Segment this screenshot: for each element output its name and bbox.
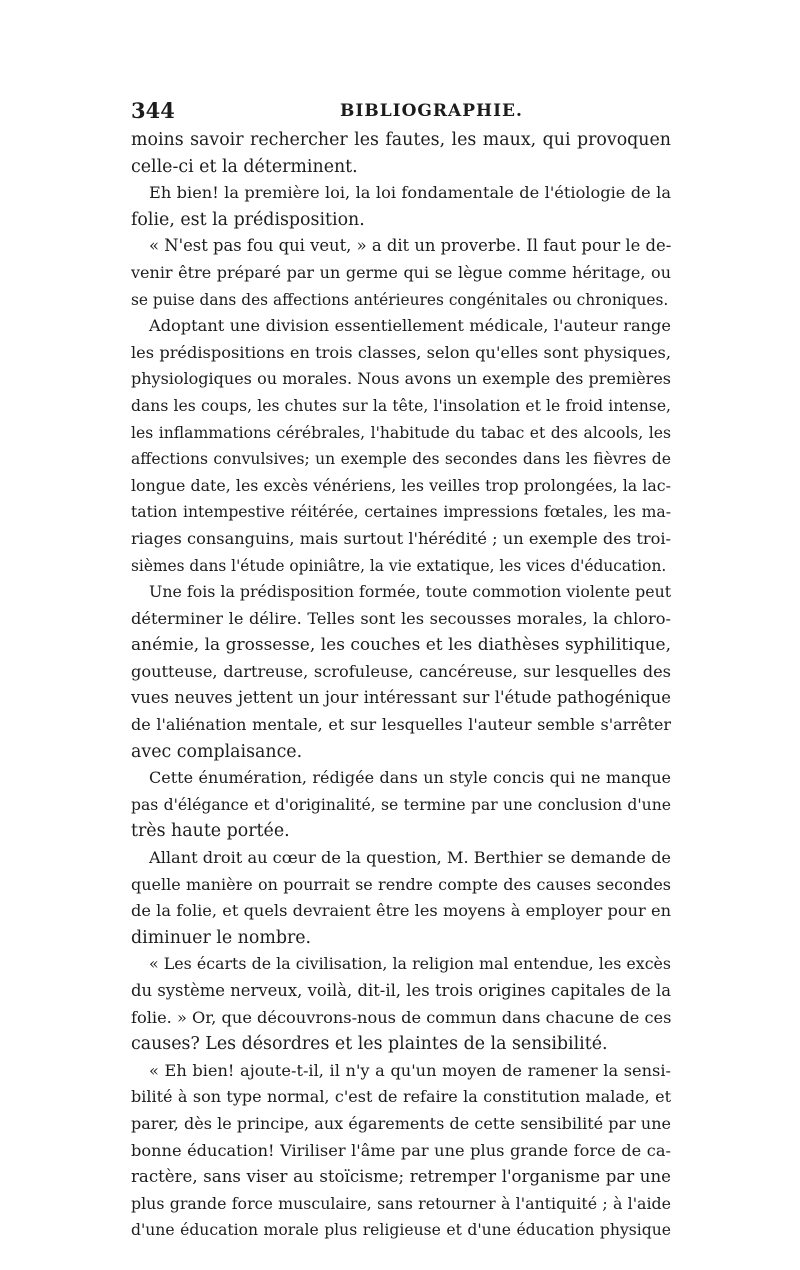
text-line: très haute portée. xyxy=(131,821,290,842)
text-line: avec complaisance. xyxy=(131,741,303,762)
page-number: 344 xyxy=(131,98,175,123)
text-line: Une fois la prédisposition formée, toute commotion violente peut xyxy=(149,582,672,602)
text-line: de l'aliénation mentale, et sur lesquelles l'auteur semble s'arrêter xyxy=(131,715,671,735)
text-line: Eh bien! la première loi, la loi fondamentale de l'étiologie de la xyxy=(149,183,671,203)
text-line: moins savoir rechercher les fautes, les maux, qui provoquen xyxy=(131,130,671,150)
text-line: dans les coups, les chutes sur la tête, l'insolation et le froid intense, xyxy=(131,396,671,415)
text-line: les inflammations cérébrales, l'habitude du tabac et des alcools, les xyxy=(131,423,671,442)
text-line: diminuer le nombre. xyxy=(131,927,312,948)
text-line: Cette énumération, rédigée dans un style concis qui ne manque xyxy=(149,768,671,788)
text-line: tation intempestive réitérée, certaines impressions fœtales, les ma- xyxy=(131,503,671,522)
text-line: goutteuse, dartreuse, scrofuleuse, cancéreuse, sur lesquelles des xyxy=(131,661,671,681)
text-line: « N'est pas fou qui veut, » a dit un proverbe. Il faut pour le de- xyxy=(149,236,672,256)
running-title: BIBLIOGRAPHIE. xyxy=(340,101,523,121)
text-line: « Eh bien! ajoute-t-il, il n'y a qu'un moyen de ramener la sensi- xyxy=(149,1060,671,1080)
text-line: de la folie, et quels devraient être les moyens à employer pour en xyxy=(131,901,671,921)
text-line: longue date, les excès vénériens, les veilles trop prolongées, la lac- xyxy=(131,475,671,495)
text-line: plus grande force musculaire, sans retourner à l'antiquité ; à l'aide xyxy=(131,1193,671,1213)
text-line: pas d'élégance et d'originalité, se termine par une conclusion d'une xyxy=(131,795,671,814)
text-line: venir être préparé par un germe qui se lègue comme héritage, ou xyxy=(131,262,671,282)
text-line: ractère, sans viser au stoïcisme; retremper l'organisme par une xyxy=(131,1167,671,1187)
text-line: folie, est la prédisposition. xyxy=(131,209,365,230)
text-line: « Les écarts de la civilisation, la religion mal entendue, les excès xyxy=(149,954,671,974)
text-line: Adoptant une division essentiellement médicale, l'auteur range xyxy=(149,316,671,336)
text-line: les prédispositions en trois classes, selon qu'elles sont physiques, xyxy=(131,342,671,362)
text-line: bonne éducation! Viriliser l'âme par une plus grande force de ca- xyxy=(131,1140,671,1160)
text-line: quelle manière on pourrait se rendre compte des causes secondes xyxy=(131,874,671,894)
text-line: causes? Les désordres et les plaintes de la sensibilité. xyxy=(131,1034,608,1055)
text-line: déterminer le délire. Telles sont les secousses morales, la chloro- xyxy=(131,608,671,628)
text-line: physiologiques ou morales. Nous avons un exemple des premières xyxy=(131,369,671,389)
text-line: affections convulsives; un exemple des secondes dans les fièvres de xyxy=(131,450,671,469)
text-line: du système nerveux, voilà, dit-il, les trois origines capitales de la xyxy=(131,981,671,1000)
body-text xyxy=(131,127,671,1244)
text-line: riages consanguins, mais surtout l'hérédité ; un exemple des troi- xyxy=(131,528,671,548)
text-line: Allant droit au cœur de la question, M. Berthier se demande de xyxy=(149,848,672,868)
text-line: sièmes dans l'étude opiniâtre, la vie extatique, les vices d'éducation. xyxy=(131,556,667,575)
text-line: celle-ci et la déterminent. xyxy=(131,156,358,177)
text-line: parer, dès le principe, aux égarements de cette sensibilité par une xyxy=(131,1113,671,1133)
text-line: vues neuves jettent un jour intéressant sur l'étude pathogénique xyxy=(131,688,671,708)
text-line: folie. » Or, que découvrons-nous de commun dans chacune de ces xyxy=(131,1007,672,1027)
text-line: se puise dans des affections antérieures congénitales ou chroniques. xyxy=(131,290,669,309)
text-line: anémie, la grossesse, les couches et les diathèses syphilitique, xyxy=(131,635,671,656)
text-line: bilité à son type normal, c'est de refaire la constitution malade, et xyxy=(131,1087,671,1107)
text-line: d'une éducation morale plus religieuse et d'une éducation physique xyxy=(131,1221,671,1240)
